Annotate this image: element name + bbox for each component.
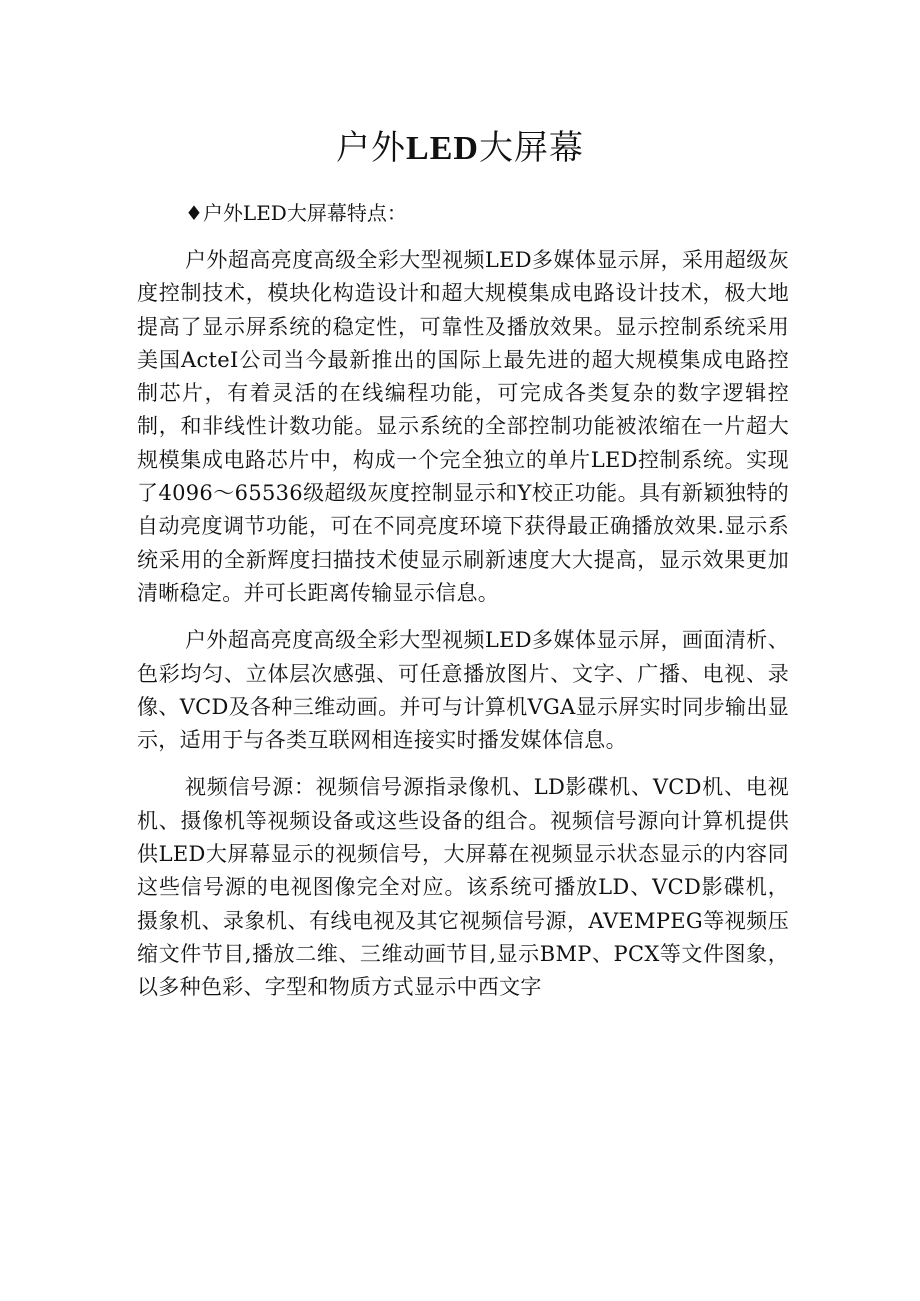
paragraph-features: 户外超高亮度高级全彩大型视频LED多媒体显示屏，采用超级灰度控制技术，模块化构造设计和超大规模集成电路设计技术，极大地提高了显示屏系统的稳定性，可靠性及播放效果。显示控制系统采用美国ActeI公司当今最新推出的国际上最先进的超大规模集成电路控制芯片，有着灵活的在线编程功能，可完成各类复杂的数字逻辑控制，和非线性计数功能。显示系统的全部控制功能被浓缩在一片超大规模集成电路芯片中，构成一个完全独立的单片LED控制系统。实现了4096～65536级超级灰度控制显示和Y校正功能。具有新颖独特的自动亮度调节功能，可在不同亮度环境下获得最正确播放效果.显示系统采用的全新辉度扫描技术使显示刷新速度大大提高，显示效果更加清晰稳定。并可长距离传输显示信息。 (137, 248, 789, 605)
paragraph-display-quality: 户外超高亮度高级全彩大型视频LED多媒体显示屏，画面清析、色彩均匀、立体层次感强、可任意播放图片、文字、广播、电视、录像、VCD及各种三维动画。并可与计算机VGA显示屏实时同步输出显示，适用于与各类互联网相连接实时播发媒体信息。 (137, 628, 789, 753)
paragraph-video-source: 视频信号源：视频信号源指录像机、LD影碟机、VCD机、电视机、摄像机等视频设备或这些设备的组合。视频信号源向计算机提供供LED大屏幕显示的视频信号，大屏幕在视频显示状态显示的内容同这些信号源的电视图像完全对应。该系统可播放LD、VCD影碟机，摄象机、录象机、有线电视及其它视频信号源，AVEMPEG等视频压缩文件节目,播放二维、三维动画节目,显示BMP、PCX等文件图象，以多种色彩、字型和物质方式显示中西文字 (137, 775, 789, 1000)
page-title (0, 126, 920, 171)
title-bold: LED (406, 130, 479, 167)
title-suffix: 大屏幕 (478, 128, 584, 168)
section-heading: ♦户外LED大屏幕特点： (185, 201, 407, 225)
title-prefix: 户外 (336, 128, 407, 168)
document-body (137, 196, 789, 1005)
